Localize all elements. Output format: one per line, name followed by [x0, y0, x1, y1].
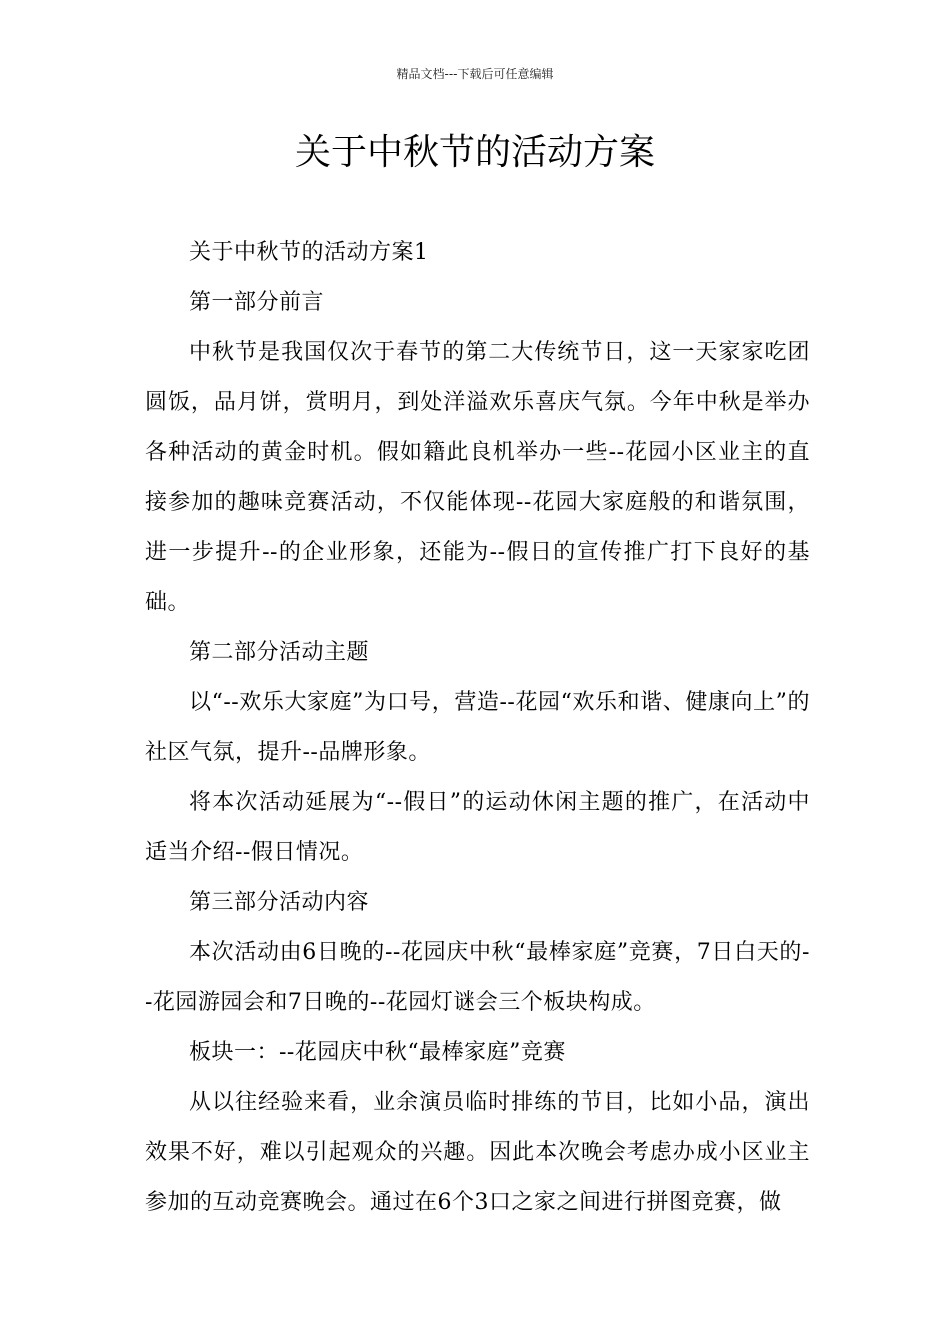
body-paragraph: 本次活动由6日晚的--花园庆中秋“最棒家庭”竞赛，7日白天的--花园游园会和7日晚的--花园灯谜会三个板块构成。	[145, 940, 810, 1015]
section-heading-1: 第一部分前言	[189, 290, 325, 315]
document-body	[145, 228, 810, 1228]
section-heading-3: 第三部分活动内容	[189, 890, 370, 915]
section-heading-2: 第二部分活动主题	[189, 640, 370, 665]
header-note: 精品文档---下载后可任意编辑	[396, 67, 554, 81]
body-paragraph: 中秋节是我国仅次于春节的第二大传统节日，这一天家家吃团圆饭，品月饼，赏明月，到处洋溢欢乐喜庆气氛。今年中秋是举办各种活动的黄金时机。假如籍此良机举办一些--花园小区业主的直接参加的趣味竞赛活动，不仅能体现--花园大家庭般的和谐氛围，进一步提升--的企业形象，还能为--假日的宣传推广打下良好的基础。	[145, 340, 810, 615]
subtitle-paragraph: 关于中秋节的活动方案1	[189, 240, 429, 265]
block-heading-1: 板块一：--花园庆中秋“最棒家庭”竞赛	[189, 1040, 566, 1065]
body-paragraph: 以“--欢乐大家庭”为口号，营造--花园“欢乐和谐、健康向上”的社区气氛，提升--品牌形象。	[145, 690, 810, 765]
document-title: 关于中秋节的活动方案	[294, 132, 655, 173]
body-paragraph: 将本次活动延展为“--假日”的运动休闲主题的推广，在活动中适当介绍--假日情况。	[145, 790, 810, 865]
body-paragraph: 从以往经验来看，业余演员临时排练的节目，比如小品，演出效果不好，难以引起观众的兴趣。因此本次晚会考虑办成小区业主参加的互动竞赛晚会。通过在6个3口之家之间进行拼图竞赛，做	[145, 1090, 810, 1215]
